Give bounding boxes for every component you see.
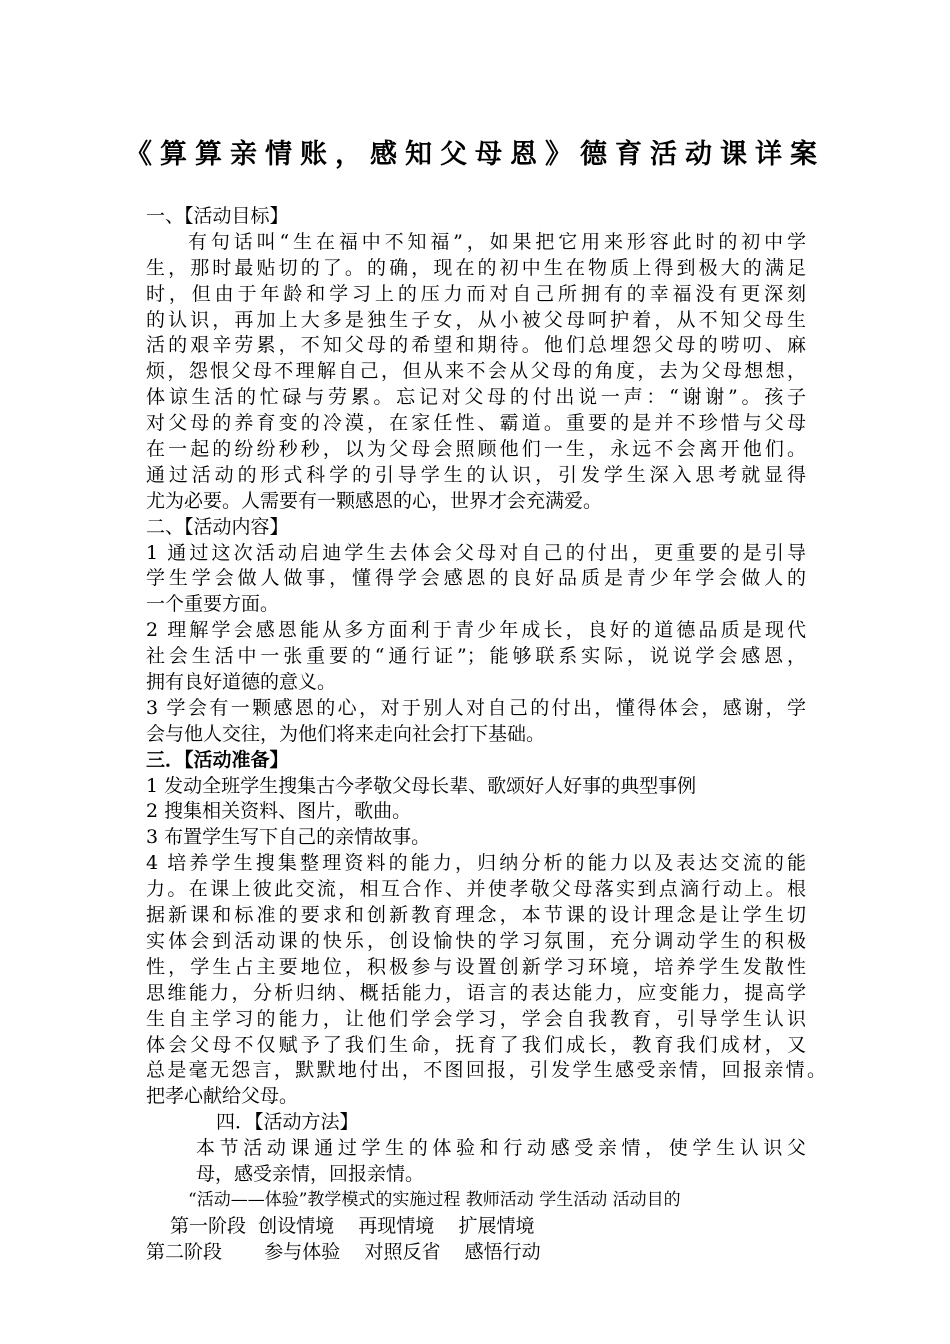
stage-item: 对照反省 [364, 1240, 441, 1263]
paragraph-line: 在一起的纷纷秒秒，以为父母会照顾他们一生，永远不会离开他们。 [146, 438, 806, 461]
paragraph-line: 体谅生活的忙碌与劳累。忘记对父母的付出说一声：“谢谢”。孩子 [146, 386, 806, 409]
paragraph-line: 据新课和标准的要求和创新教育理念，本节课的设计理念是让学生切 [146, 904, 806, 927]
stage-item: 感悟行动 [464, 1240, 541, 1263]
paragraph-line: 1 发动全班学生搜集古今孝敬父母长辈、歌颂好人好事的典型事例 [146, 774, 697, 797]
section-heading-goals: 一、【活动目标】 [146, 205, 289, 227]
paragraph-line: 本节活动课通过学生的体验和行动感受亲情，使学生认识父 [196, 1137, 806, 1160]
paragraph-line: 4 培养学生搜集整理资料的能力，归纳分析的能力以及表达交流的能 [146, 852, 806, 875]
stage-row-2 [146, 1240, 806, 1266]
stage-label: 第二阶段 [146, 1240, 223, 1263]
paragraph-line: 总是毫无怨言，默默地付出，不图回报，引发学生感受亲情，回报亲情。 [146, 1059, 826, 1082]
stage-item: 扩展情境 [458, 1214, 535, 1237]
paragraph-line: 一个重要方面。 [146, 593, 280, 616]
paragraph-line: 活的艰辛劳累，不知父母的希望和期待。他们总埋怨父母的唠叨、麻 [146, 334, 806, 357]
paragraph-line: 体会父母不仅赋予了我们生命，抚育了我们成长，教育我们成材，又 [146, 1033, 806, 1056]
stage-item: 参与体验 [264, 1240, 341, 1263]
page-title: 《算算亲情账，感知父母恩》德育活动课详案 [125, 139, 825, 170]
paragraph-line: 生自主学习的能力，让他们学会学习，学会自我教育，引导学生认识 [146, 1007, 806, 1030]
paragraph-line: 思维能力，分析归纳、概括能力，语言的表达能力，应变能力，提高学 [146, 981, 806, 1004]
paragraph-line: 尤为必要。人需要有一颗感恩的心，世界才会充满爱。 [146, 489, 603, 512]
paragraph-line: 母，感受亲情，回报亲情。 [196, 1162, 425, 1185]
paragraph-line: 会与他人交往，为他们将来走向社会打下基础。 [146, 722, 546, 745]
section-heading-method: 四．【活动方法】 [216, 1111, 359, 1134]
paragraph-line: 3 布置学生写下自己的亲情故事。 [146, 826, 431, 849]
stage-item: 创设情境 [258, 1214, 335, 1237]
paragraph-line: 实体会到活动课的快乐，创设愉快的学习氛围，充分调动学生的积极 [146, 929, 806, 952]
mode-line: “活动——体验”教学模式的实施过程 教师活动 学生活动 活动目的 [188, 1189, 681, 1210]
paragraph-line: 拥有良好道德的意义。 [146, 671, 337, 694]
paragraph-line: 通过活动的形式科学的引导学生的认识，引发学生深入思考就显得 [146, 463, 806, 486]
paragraph-line: 的认识，再加上大多是独生子女，从小被父母呵护着，从不知父母生 [146, 308, 806, 331]
stage-row-1 [146, 1214, 806, 1240]
paragraph-line: 把孝心献给父母。 [146, 1085, 299, 1108]
paragraph-line: 1 通过这次活动启迪学生去体会父母对自己的付出，更重要的是引导 [146, 541, 806, 564]
paragraph-line: 生，那时最贴切的了。的确，现在的初中生在物质上得到极大的满足 [146, 256, 806, 279]
paragraph-line: 烦，怨恨父母不理解自己，但从来不会从父母的角度，去为父母想想， [146, 360, 806, 383]
stage-label: 第一阶段 [170, 1214, 247, 1237]
paragraph-line: 时，但由于年龄和学习上的压力而对自己所拥有的幸福没有更深刻 [146, 282, 806, 305]
paragraph-line: 性，学生占主要地位，积极参与设置创新学习环境，培养学生发散性 [146, 955, 806, 978]
paragraph-line: 2 搜集相关资料、图片，歌曲。 [146, 800, 412, 823]
paragraph-line: 学生学会做人做事，懂得学会感恩的良好品质是青少年学会做人的 [146, 567, 806, 590]
paragraph-line: 力。在课上彼此交流，相互合作、并使孝敬父母落实到点滴行动上。根 [146, 878, 806, 901]
paragraph-line: 3 学会有一颗感恩的心，对于别人对自己的付出，懂得体会，感谢，学 [146, 696, 806, 719]
paragraph-line: 2 理解学会感恩能从多方面利于青少年成长，良好的道德品质是现代 [146, 619, 806, 642]
document-body [146, 204, 826, 1266]
paragraph-line: 有句话叫“生在福中不知福”，如果把它用来形容此时的初中学 [188, 230, 806, 253]
stage-item: 再现情境 [358, 1214, 435, 1237]
section-heading-content: 二、【活动内容】 [146, 515, 289, 538]
paragraph-line: 对父母的养育变的冷漠，在家任性、霸道。重要的是并不珍惜与父母 [146, 412, 806, 435]
paragraph-line: 社会生活中一张重要的“通行证”；能够联系实际，说说学会感恩， [146, 645, 806, 668]
section-heading-preparation: 三．【活动准备】 [146, 748, 289, 771]
